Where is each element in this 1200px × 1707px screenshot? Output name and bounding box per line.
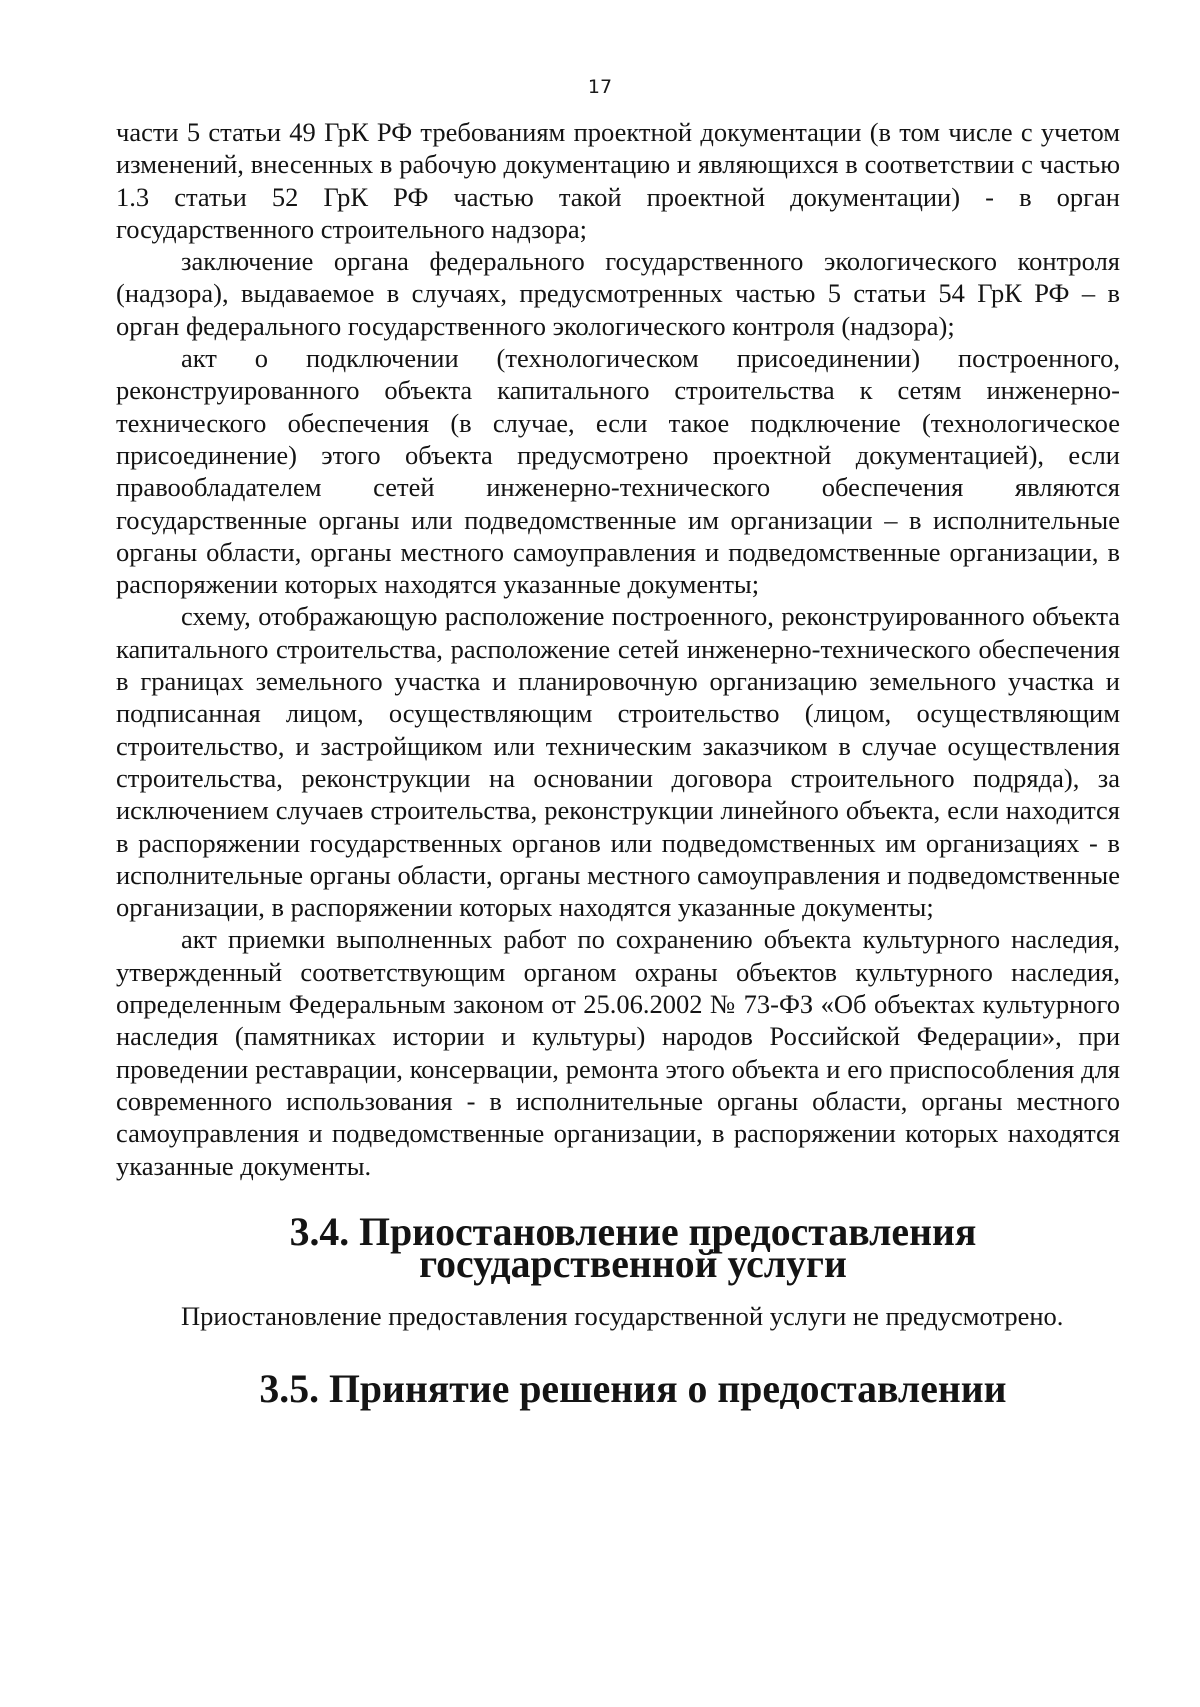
paragraph-connection-act: акт о подключении (технологическом присоединении) построенного, реконструированного объекта капитального строительства к сетям инженерно-технического обеспечения (в случае, если такое подключение (технологическое присоединение) этого объекта предусмотрено проектной документацией), если правообладателем сетей инженерно-технического обеспечения являются государственные органы или подведомственные им организации – в исполнительные органы области, органы местного самоуправления и подведомственные организации, в распоряжении которых находятся указанные документы; — [116, 343, 1120, 600]
page-number: 17 — [587, 76, 613, 98]
section-heading-3-5: 3.5. Принятие решения о предоставлении — [259, 1366, 1007, 1411]
document-body — [116, 116, 1120, 1411]
paragraph-layout-scheme: схему, отображающую расположение построенного, реконструированного объекта капитального строительства, расположение сетей инженерно-технического обеспечения в границах земельного участка и планировочную организацию земельного участка и подписанная лицом, осуществляющим строительство (лицом, осуществляющим строительство, и застройщиком или техническим заказчиком в случае осуществления строительства, реконструкции на основании договора строительного подряда), за исключением случаев строительства, реконструкции линейного объекта, если находится в распоряжении государственных органов или подведомственных им организациях - в исполнительные органы области, органы местного самоуправления и подведомственные организации, в распоряжении которых находятся указанные документы; — [116, 601, 1120, 923]
paragraph-suspension: Приостановление предоставления государственной услуги не предусмотрено. — [181, 1301, 1064, 1332]
paragraph-continuation: части 5 статьи 49 ГрК РФ требованиям проектной документации (в том числе с учетом изменений, внесенных в рабочую документацию и являющихся в соответствии с частью 1.3 статьи 52 ГрК РФ частью такой проектной документации) - в орган государственного строительного надзора; — [116, 117, 1120, 244]
paragraph-cultural-heritage-act: акт приемки выполненных работ по сохранению объекта культурного наследия, утвержденный соответствующим органом охраны объектов культурного наследия, определенным Федеральным законом от 25.06.2002 № 73-ФЗ «Об объектах культурного наследия (памятниках истории и культуры) народов Российской Федерации», при проведении реставрации, консервации, ремонта этого объекта и его приспособления для современного использования - в исполнительные органы области, органы местного самоуправления и подведомственные организации, в распоряжении которых находятся указанные документы. — [116, 924, 1120, 1181]
section-heading-3-4: 3.4. Приостановление предоставления государственной услуги — [289, 1209, 977, 1287]
paragraph-ecological-control: заключение органа федерального государственного экологического контроля (надзора), выдаваемое в случаях, предусмотренных частью 5 статьи 54 ГрК РФ – в орган федерального государственного экологического контроля (надзора); — [116, 246, 1120, 341]
